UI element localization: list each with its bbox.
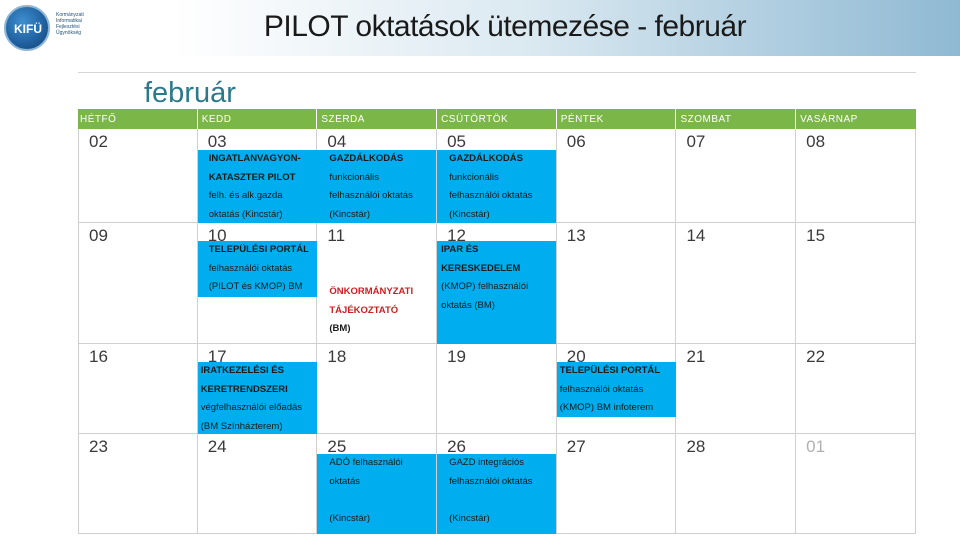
day-number: 14 bbox=[686, 226, 706, 245]
day-number: 10 bbox=[207, 226, 227, 245]
event-line: funkcionális bbox=[329, 171, 380, 183]
event-ipar-es-kereskedelem[interactable] bbox=[437, 241, 556, 344]
weekday-header-row bbox=[78, 109, 916, 129]
month-tab bbox=[78, 72, 318, 109]
weekday-sunday: VASÁRNAP bbox=[800, 114, 858, 125]
calendar-week bbox=[78, 434, 916, 534]
day-cell[interactable] bbox=[78, 434, 198, 533]
logo-line: Fejlesztési bbox=[56, 24, 80, 30]
day-number: 04 bbox=[327, 132, 347, 151]
logo-mark: KIFÜ bbox=[14, 22, 42, 36]
day-cell[interactable] bbox=[317, 129, 437, 222]
day-number: 18 bbox=[327, 347, 347, 366]
event-line: (Kincstár) bbox=[449, 512, 490, 524]
day-cell[interactable] bbox=[676, 344, 796, 433]
event-line: IPAR ÉS bbox=[441, 244, 479, 255]
event-line: felhasználói oktatás bbox=[329, 190, 413, 201]
event-ingatlanvagyon-kataszter[interactable] bbox=[198, 150, 317, 223]
day-cell[interactable] bbox=[557, 129, 677, 222]
event-line: (Kincstár) bbox=[329, 512, 371, 524]
event-line: GAZDÁLKODÁS bbox=[449, 153, 523, 164]
day-number: 02 bbox=[89, 132, 108, 151]
day-cell[interactable] bbox=[198, 129, 318, 222]
event-line: TÁJÉKOZTATÓ bbox=[329, 304, 399, 316]
event-gazd-integracios[interactable] bbox=[437, 454, 556, 534]
event-line: KERESKEDELEM bbox=[441, 262, 521, 274]
day-cell[interactable] bbox=[437, 434, 557, 533]
day-number: 20 bbox=[566, 347, 586, 366]
event-line: oktatás (BM) bbox=[441, 299, 495, 311]
event-line: (KMOP) felhasználói bbox=[441, 281, 529, 292]
event-line: (PILOT és KMOP) BM bbox=[208, 281, 303, 292]
weekday-tuesday: KEDD bbox=[198, 109, 318, 129]
day-number: 13 bbox=[566, 226, 586, 245]
day-number: 05 bbox=[447, 132, 466, 151]
day-number: 07 bbox=[686, 132, 706, 151]
event-line: felh. és alk.gazda bbox=[208, 190, 283, 201]
day-number: 17 bbox=[207, 347, 227, 366]
event-telepulesi-portal-kmop[interactable] bbox=[557, 362, 676, 417]
day-cell[interactable] bbox=[317, 344, 437, 433]
day-number: 27 bbox=[566, 437, 586, 456]
event-line: funkcionális bbox=[449, 171, 499, 183]
day-number: 19 bbox=[447, 347, 466, 366]
day-cell[interactable] bbox=[796, 344, 916, 433]
day-cell[interactable] bbox=[317, 223, 437, 343]
weekday-monday: HÉTFŐ bbox=[78, 109, 198, 129]
day-cell[interactable] bbox=[796, 223, 916, 343]
day-number: 21 bbox=[686, 347, 706, 366]
day-cell[interactable] bbox=[437, 344, 557, 433]
day-cell[interactable] bbox=[557, 434, 677, 533]
day-cell[interactable] bbox=[198, 434, 318, 533]
event-line: ADÓ felhasználói bbox=[329, 457, 403, 468]
day-number: 08 bbox=[806, 132, 826, 151]
event-gazdalkodas-kincstar[interactable] bbox=[437, 150, 556, 223]
month-name: február bbox=[144, 77, 236, 109]
event-ado-felhasznaloi-oktatas[interactable] bbox=[317, 454, 436, 534]
event-line: (KMOP) BM infoterem bbox=[559, 402, 654, 413]
day-cell[interactable] bbox=[557, 344, 677, 433]
event-line: felhasználói oktatás bbox=[449, 190, 533, 201]
day-cell[interactable] bbox=[317, 434, 437, 533]
day-number: 09 bbox=[89, 226, 108, 245]
day-cell[interactable] bbox=[198, 344, 318, 433]
logo-line: Ügynökség bbox=[56, 30, 82, 36]
event-iratkezelesi-es-keretrendszeri[interactable] bbox=[198, 362, 317, 434]
day-number: 28 bbox=[686, 437, 706, 456]
day-number: 06 bbox=[566, 132, 586, 151]
weekday-thursday: CSÜTÖRTÖK bbox=[437, 109, 557, 129]
event-line: (BM Színházterem) bbox=[200, 420, 283, 432]
event-line: TELEPÜLÉSI PORTÁL bbox=[559, 365, 661, 376]
calendar-week bbox=[78, 129, 916, 223]
day-number: 25 bbox=[327, 437, 347, 456]
event-line: INGATLANVAGYON- bbox=[208, 153, 301, 164]
event-line: (Kincstár) bbox=[329, 208, 371, 220]
event-onkormanyzati-tajekoztato[interactable] bbox=[317, 283, 413, 339]
page-title: PILOT oktatások ütemezése - február bbox=[263, 10, 747, 43]
day-number: 01 bbox=[806, 437, 826, 456]
event-line: GAZDÁLKODÁS bbox=[329, 153, 404, 164]
event-line: felhasználói oktatás bbox=[208, 262, 293, 274]
calendar-grid bbox=[78, 129, 916, 534]
day-number: 26 bbox=[447, 437, 466, 456]
event-line: végfelhasználói előadás bbox=[200, 402, 303, 413]
divider bbox=[318, 72, 916, 73]
day-number: 12 bbox=[447, 226, 466, 245]
event-line: IRATKEZELÉSI ÉS bbox=[200, 365, 284, 376]
day-cell[interactable] bbox=[676, 129, 796, 222]
day-number: 24 bbox=[207, 437, 227, 456]
calendar bbox=[78, 72, 916, 532]
event-line: GAZD integrációs bbox=[449, 457, 525, 468]
calendar-week bbox=[78, 223, 916, 344]
event-telepulesi-portal-pilot[interactable] bbox=[198, 241, 317, 297]
day-cell[interactable] bbox=[796, 434, 916, 533]
day-cell[interactable] bbox=[676, 434, 796, 533]
event-line: KATASZTER PILOT bbox=[208, 171, 296, 183]
event-gazdalkodas-kincstar[interactable] bbox=[317, 150, 436, 223]
day-number: 03 bbox=[207, 132, 227, 151]
day-cell[interactable] bbox=[676, 223, 796, 343]
event-line: (Kincstár) bbox=[449, 208, 490, 220]
event-line: oktatás bbox=[329, 475, 361, 487]
day-cell[interactable] bbox=[78, 344, 198, 433]
day-number: 16 bbox=[89, 347, 108, 366]
event-line: KERETRENDSZERI bbox=[200, 383, 288, 395]
logo-line: Informatikai bbox=[56, 18, 82, 24]
day-cell[interactable] bbox=[78, 129, 198, 222]
weekday-friday: PÉNTEK bbox=[557, 109, 677, 129]
event-line: TELEPÜLÉSI PORTÁL bbox=[208, 244, 309, 255]
day-cell[interactable] bbox=[796, 129, 916, 222]
event-line: ÖNKORMÁNYZATI bbox=[329, 286, 414, 297]
weekday-wednesday: SZERDA bbox=[317, 109, 437, 129]
event-line bbox=[449, 491, 556, 510]
day-number: 22 bbox=[806, 347, 826, 366]
day-cell[interactable] bbox=[198, 223, 318, 343]
day-number: 15 bbox=[806, 226, 826, 245]
event-line: oktatás (Kincstár) bbox=[208, 208, 283, 220]
logo-line: Kormányzati bbox=[56, 12, 84, 18]
day-number: 23 bbox=[89, 437, 108, 456]
event-line bbox=[329, 491, 436, 510]
day-cell[interactable] bbox=[437, 223, 557, 343]
day-cell[interactable] bbox=[437, 129, 557, 222]
weekday-saturday: SZOMBAT bbox=[676, 109, 796, 129]
calendar-week bbox=[78, 344, 916, 434]
event-line: felhasználói oktatás bbox=[449, 475, 533, 487]
event-line: felhasználói oktatás bbox=[559, 383, 644, 395]
event-line: (BM) bbox=[329, 323, 351, 334]
day-number: 11 bbox=[327, 226, 346, 245]
day-cell[interactable] bbox=[557, 223, 677, 343]
day-cell[interactable] bbox=[78, 223, 198, 343]
